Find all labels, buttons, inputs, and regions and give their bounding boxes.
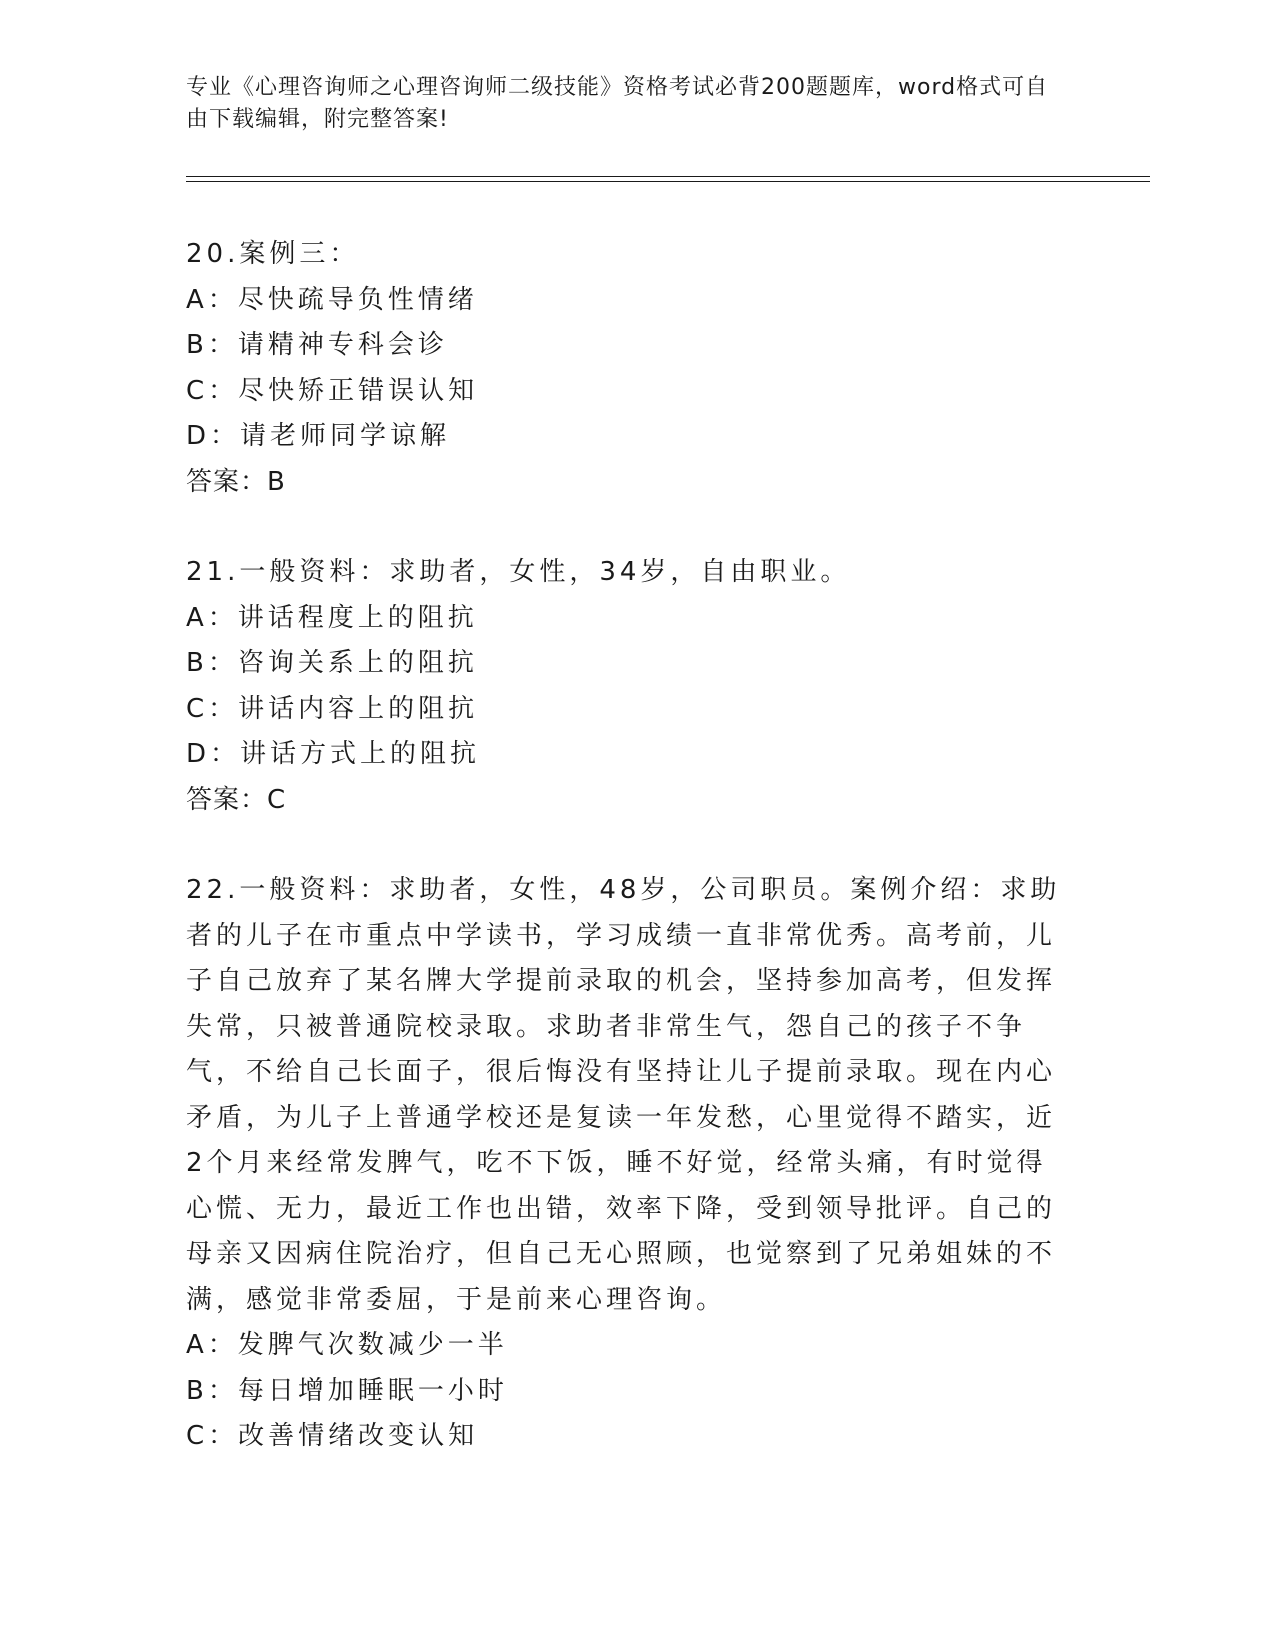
- option-a: A：讲话程度上的阻抗: [186, 602, 478, 633]
- option-c: C：讲话内容上的阻抗: [186, 693, 479, 724]
- option-a: A：发脾气次数减少一半: [186, 1330, 508, 1360]
- option-b: B：咨询关系上的阻抗: [186, 648, 478, 678]
- document-header: 专业《心理咨询师之心理咨询师二级技能》资格考试必背200题题库，word格式可自由下载编辑，附完整答案!: [186, 75, 1049, 132]
- header-divider-top: [186, 176, 1150, 177]
- question-stem: 21.一般资料：求助者，女性，34岁，自由职业。: [186, 557, 851, 587]
- option-a: A：尽快疏导负性情绪: [186, 284, 478, 315]
- option-b: B：请精神专科会诊: [186, 330, 448, 360]
- option-d: D：请老师同学谅解: [186, 421, 451, 451]
- option-b: B：每日增加睡眠一小时: [186, 1375, 508, 1406]
- header-divider-bottom: [186, 181, 1150, 182]
- answer: 答案：B: [186, 466, 286, 497]
- question-stem: 20.案例三：: [186, 239, 360, 269]
- answer: 答案：C: [186, 784, 287, 815]
- option-c: C：改善情绪改变认知: [186, 1421, 479, 1451]
- question-20: [186, 232, 1086, 505]
- question-stem: 22.一般资料：求助者，女性，48岁，公司职员。案例介绍：求助者的儿子在市重点中学读书，学习成绩一直非常优秀。高考前，儿子自己放弃了某名牌大学提前录取的机会，坚持参加高考，但发挥失常，只被普通院校录取。求助者非常生气，怨自己的孩子不争气，不给自己长面子，很后悔没有坚持让儿子提前录取。现在内心矛盾，为儿子上普通学校还是复读一年发愁，心里觉得不踏实，近2个月来经常发脾气，吃不下饭，睡不好觉，经常头痛，有时觉得心慌、无力，最近工作也出错，效率下降，受到领导批评。自己的母亲又因病住院治疗，但自己无心照顾，也觉察到了兄弟姐妹的不满，感觉非常委屈，于是前来心理咨询。: [186, 875, 1061, 1315]
- option-d: D：讲话方式上的阻抗: [186, 739, 481, 769]
- option-c: C：尽快矫正错误认知: [186, 375, 479, 406]
- question-22: [186, 868, 1086, 1460]
- question-21: [186, 550, 1086, 823]
